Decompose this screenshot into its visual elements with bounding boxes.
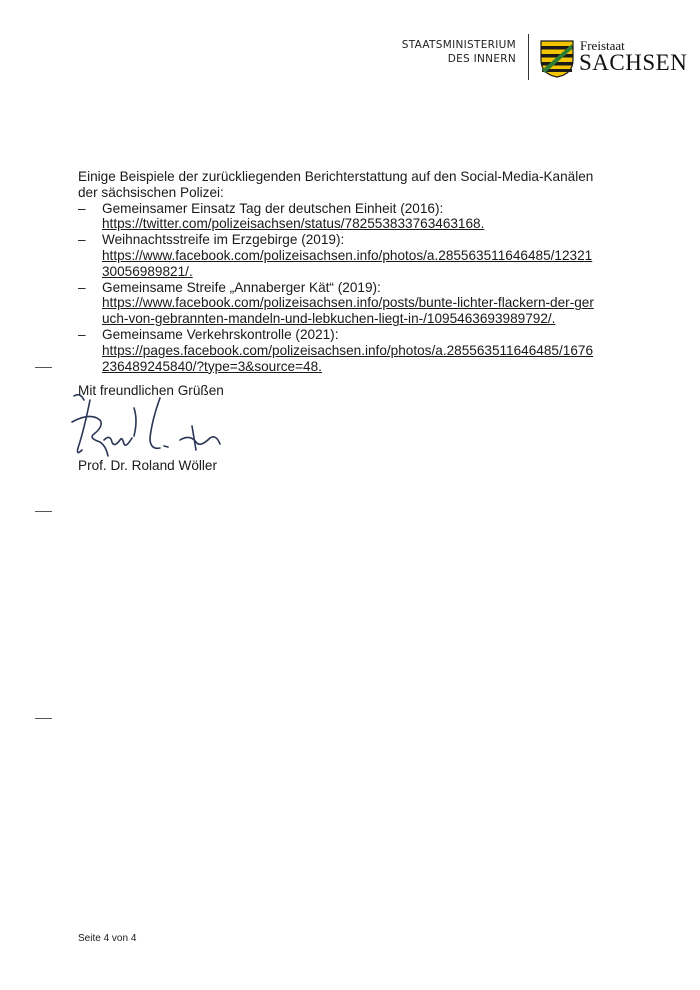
list-item bbox=[78, 327, 598, 374]
example-link[interactable]: https://www.facebook.com/polizeisachsen.info/photos/a.285563511646485/1232130056989821/. bbox=[102, 247, 593, 279]
fold-mark bbox=[35, 367, 52, 368]
example-link[interactable]: https://pages.facebook.com/polizeisachsen.info/photos/a.285563511646485/1676236489245840/?type=3&source=48. bbox=[102, 342, 594, 374]
list-item bbox=[78, 201, 598, 233]
fold-mark bbox=[35, 718, 52, 719]
header-divider bbox=[528, 34, 529, 80]
ministry-line-1: STAATSMINISTERIUM bbox=[401, 39, 516, 51]
closing-greeting: Mit freundlichen Grüßen bbox=[78, 383, 224, 398]
example-title: Gemeinsame Streife „Annaberger Kät“ (2019): bbox=[102, 279, 381, 295]
bullet-dash: – bbox=[78, 200, 86, 216]
intro-paragraph: Einige Beispiele der zurückliegenden Berichterstattung auf den Social-Media-Kanälen der sächsischen Polizei: bbox=[78, 169, 594, 200]
example-title: Weihnachtsstreife im Erzgebirge (2019): bbox=[102, 232, 345, 248]
state-name: SACHSEN bbox=[579, 50, 688, 75]
example-title: Gemeinsamer Einsatz Tag der deutschen Einheit (2016): bbox=[102, 200, 444, 216]
bullet-dash: – bbox=[78, 326, 86, 342]
bullet-dash: – bbox=[78, 279, 86, 295]
ministry-name bbox=[392, 38, 516, 66]
state-label: Freistaat bbox=[580, 38, 625, 53]
example-link[interactable]: https://twitter.com/polizeisachsen/status/782553833763463168. bbox=[102, 216, 485, 232]
example-title: Gemeinsame Verkehrskontrolle (2021): bbox=[102, 326, 339, 342]
page-number: Seite 4 von 4 bbox=[78, 933, 137, 944]
ministry-line-2: DES INNERN bbox=[447, 53, 516, 65]
saxony-coat-of-arms-icon bbox=[540, 40, 574, 78]
list-item bbox=[78, 232, 598, 279]
letter-body bbox=[78, 169, 598, 374]
fold-mark bbox=[35, 511, 52, 512]
example-link[interactable]: https://www.facebook.com/polizeisachsen.info/posts/bunte-lichter-flackern-der-geruch-von-gebrannten-mandeln-und-lebkuchen-liegt-in-/1095463693989792/. bbox=[102, 295, 594, 327]
examples-list bbox=[78, 201, 598, 375]
bullet-dash: – bbox=[78, 232, 86, 248]
list-item bbox=[78, 280, 598, 327]
signer-name: Prof. Dr. Roland Wöller bbox=[78, 458, 218, 473]
